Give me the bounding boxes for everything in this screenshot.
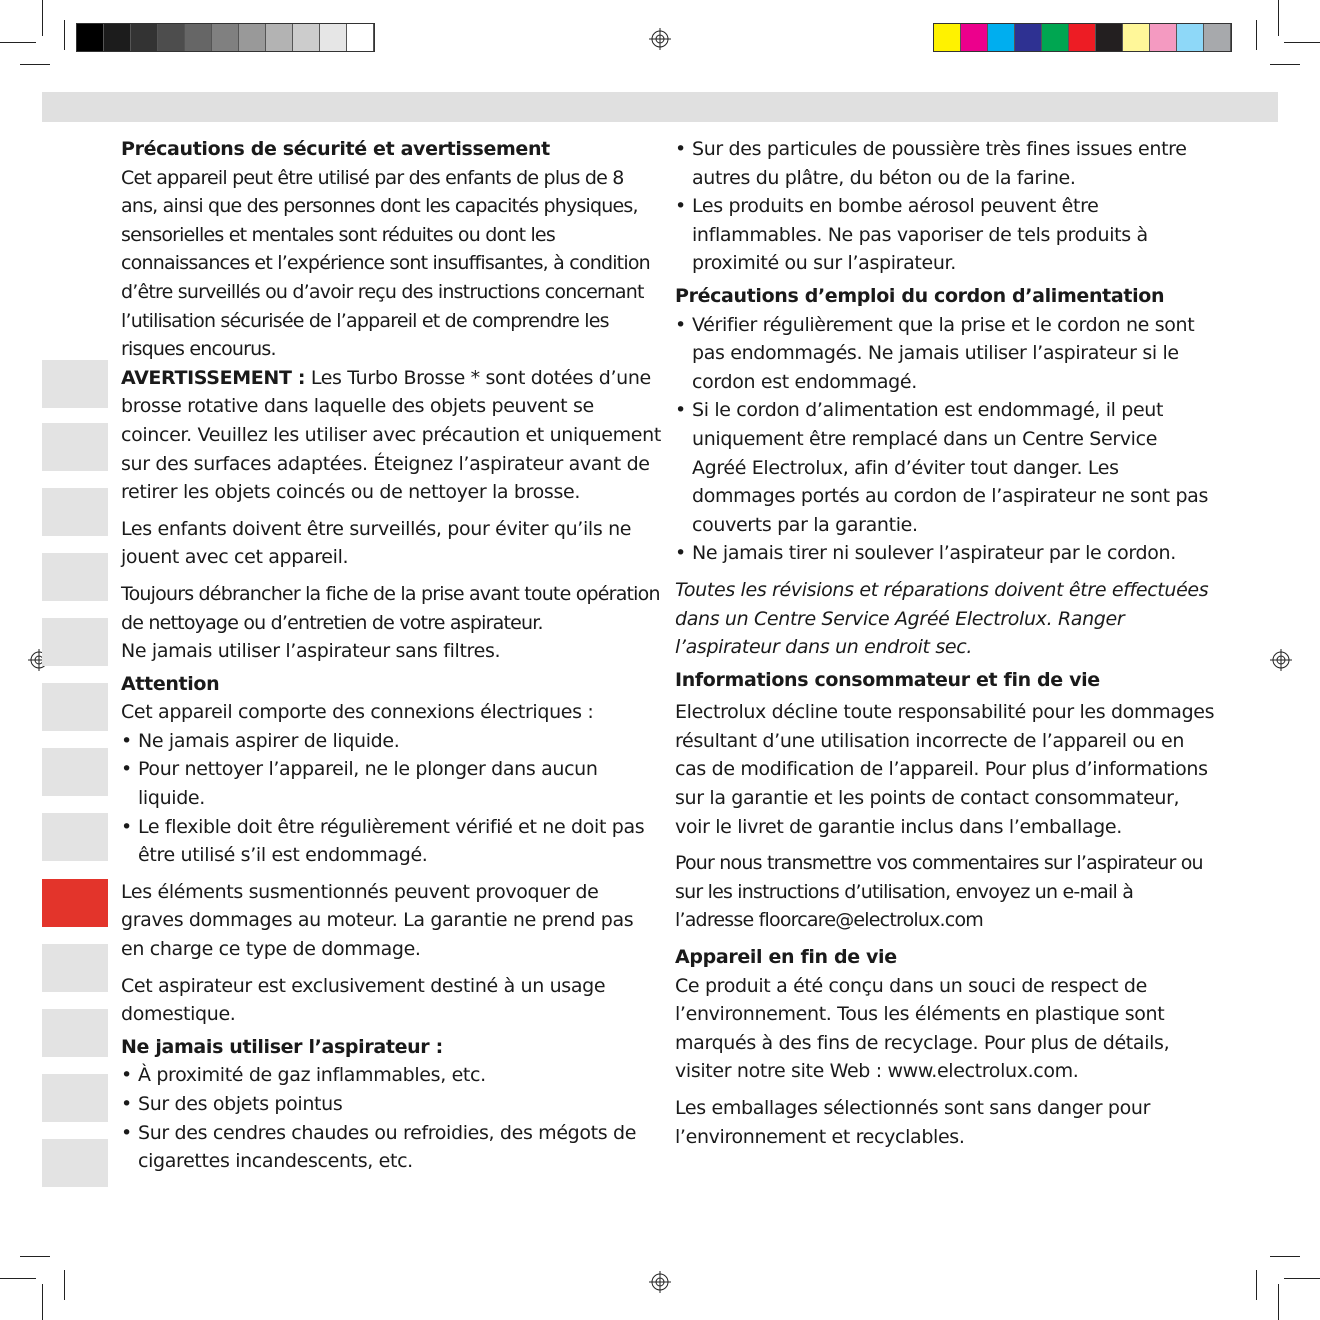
never-list-continued <box>675 135 1215 278</box>
list-item: • Vérifier régulièrement que la prise et le cordon ne sont pas endommagés. Ne jamais utiliser l’aspirateur si le cordon est endommagé. <box>675 311 1215 397</box>
crop-mark <box>1278 1284 1279 1320</box>
color-swatch <box>212 24 239 51</box>
crop-mark <box>42 1284 43 1320</box>
color-swatch <box>185 24 212 51</box>
never-list <box>121 1061 661 1175</box>
list-item: • Pour nettoyer l’appareil, ne le plonger dans aucun liquide. <box>121 755 661 812</box>
registration-mark-icon <box>649 1271 671 1293</box>
language-tab[interactable] <box>42 1074 108 1122</box>
cord-list <box>675 311 1215 568</box>
language-tab[interactable] <box>42 423 108 471</box>
color-swatch <box>293 24 320 51</box>
crop-mark <box>20 64 50 65</box>
crop-mark <box>1284 42 1320 43</box>
attention-list <box>121 727 661 870</box>
process-color-bar <box>933 23 1232 52</box>
list-item: • À proximité de gaz inflammables, etc. <box>121 1061 661 1090</box>
language-tab[interactable] <box>42 488 108 536</box>
cord-heading: Précautions d’emploi du cordon d’alimentation <box>675 284 1165 307</box>
registration-mark-icon <box>649 28 671 50</box>
list-item: • Sur des objets pointus <box>121 1090 661 1119</box>
list-item: • Ne jamais aspirer de liquide. <box>121 727 661 756</box>
safety-heading: Précautions de sécurité et avertissement <box>121 138 550 160</box>
color-swatch <box>1204 24 1231 51</box>
unplug-text: Toujours débrancher la fiche de la prise avant toute opération de nettoyage ou d’entretien de votre aspirateur. <box>121 582 660 634</box>
list-item: • Ne jamais tirer ni soulever l’aspirateur par le cordon. <box>675 539 1215 568</box>
safety-text: Cet appareil peut être utilisé par des enfants de plus de 8 ans, ainsi que des personnes dont les capacités physiques, sensorielles et mentales sont réduites ou dont les connaissances et l’expérience sont insuffisantes, à condition d’être surveillés ou d’avoir reçu des instructions concernant l’utilisation sécurisée de l’appareil et de comprendre les risques encourus. <box>121 166 650 361</box>
color-swatch <box>988 24 1015 51</box>
language-tab[interactable] <box>42 360 108 408</box>
crop-mark <box>64 1270 65 1300</box>
crop-mark <box>1270 1256 1300 1257</box>
color-swatch <box>1069 24 1096 51</box>
crop-mark <box>42 0 43 36</box>
consumer-heading: Informations consommateur et fin de vie <box>675 668 1100 691</box>
packaging-text: Les emballages sélectionnés sont sans danger pour l’environnement et recyclables. <box>675 1097 1151 1148</box>
color-swatch <box>239 24 266 51</box>
color-swatch <box>77 24 104 51</box>
list-item: • Sur des particules de poussière très fines issues entre autres du plâtre, du béton ou de la farine. <box>675 135 1215 192</box>
warning-label: AVERTISSEMENT : <box>121 366 306 389</box>
feedback-text: Pour nous transmettre vos commentaires sur l’aspirateur ou sur les instructions d’utilisation, envoyez un e-mail à l’adresse floorcare@electrolux.com <box>675 852 1203 932</box>
color-swatch <box>934 24 961 51</box>
eol-heading: Appareil en fin de vie <box>675 946 897 969</box>
registration-mark-icon <box>1270 649 1292 671</box>
language-tab[interactable] <box>42 813 108 861</box>
color-swatch <box>1150 24 1177 51</box>
crop-mark <box>20 1256 50 1257</box>
color-swatch <box>1096 24 1123 51</box>
crop-mark <box>1256 20 1257 50</box>
consumer-text: Electrolux décline toute responsabilité pour les dommages résultant d’une utilisation incorrecte de l’appareil ou en cas de modification de l’appareil. Pour plus d’informations sur la garantie et les points de contact consommateur, voir le livret de garantie inclus dans l’emballage. <box>675 701 1215 838</box>
crop-mark <box>1284 1278 1320 1279</box>
right-column <box>675 135 1215 1151</box>
color-swatch <box>266 24 293 51</box>
color-swatch <box>104 24 131 51</box>
left-column <box>121 135 661 1176</box>
list-item: • Le flexible doit être régulièrement vérifié et ne doit pas être utilisé s’il est endommagé. <box>121 813 661 870</box>
color-swatch <box>158 24 185 51</box>
language-tab[interactable] <box>42 748 108 796</box>
never-heading: Ne jamais utiliser l’aspirateur : <box>121 1035 443 1058</box>
list-item: • Sur des cendres chaudes ou refroidies, des mégots de cigarettes incandescents, etc. <box>121 1119 661 1176</box>
language-tab[interactable] <box>42 683 108 731</box>
crop-mark <box>1270 64 1300 65</box>
crop-mark <box>1256 1270 1257 1300</box>
color-swatch <box>347 24 374 51</box>
damage-text: Les éléments susmentionnés peuvent provoquer de graves dommages au moteur. La garantie ne prend pas en charge ce type de dommage. <box>121 880 634 961</box>
grayscale-color-bar <box>76 23 375 52</box>
color-swatch <box>131 24 158 51</box>
language-tab[interactable] <box>42 1009 108 1057</box>
header-bar <box>42 92 1278 122</box>
language-tab[interactable] <box>42 1139 108 1187</box>
list-item: • Si le cordon d’alimentation est endommagé, il peut uniquement être remplacé dans un Centre Service Agréé Electrolux, afin d’éviter tout danger. Les dommages portés au cordon de l’aspirateur ne sont pas couverts par la garantie. <box>675 396 1215 539</box>
attention-heading: Attention <box>121 672 220 695</box>
service-text: Toutes les révisions et réparations doivent être effectuées dans un Centre Service Agréé Electrolux. Ranger l’aspirateur dans un endroit sec. <box>675 578 1209 659</box>
crop-mark <box>0 42 36 43</box>
language-tab[interactable] <box>42 553 108 601</box>
warning-paragraph <box>121 364 661 507</box>
color-swatch <box>1177 24 1204 51</box>
warning-text: Les Turbo Brosse * sont dotées d’une brosse rotative dans laquelle des objets peuvent se coincer. Veuillez les utiliser avec précaution et uniquement sur des surfaces adaptées. Éteignez l’aspirateur avant de retirer les objets coincés ou de nettoyer la brosse. <box>121 366 661 504</box>
language-tab-active[interactable] <box>42 879 108 927</box>
crop-mark <box>64 20 65 50</box>
attention-intro: Cet appareil comporte des connexions électriques : <box>121 701 594 724</box>
color-swatch <box>1015 24 1042 51</box>
language-tab[interactable] <box>42 944 108 992</box>
eol-text: Ce produit a été conçu dans un souci de respect de l’environnement. Tous les éléments en plastique sont marqués à des fins de recyclage. Pour plus de détails, visiter notre site Web : www.electrolux.com. <box>675 974 1170 1083</box>
color-swatch <box>320 24 347 51</box>
color-swatch <box>961 24 988 51</box>
children-text: Les enfants doivent être surveillés, pour éviter qu’ils ne jouent avec cet appareil. <box>121 517 632 569</box>
filters-text: Ne jamais utiliser l’aspirateur sans filtres. <box>121 640 501 663</box>
language-tab[interactable] <box>42 618 108 666</box>
color-swatch <box>1042 24 1069 51</box>
crop-mark <box>0 1278 36 1279</box>
crop-mark <box>1278 0 1279 36</box>
color-swatch <box>1123 24 1150 51</box>
list-item: • Les produits en bombe aérosol peuvent être inflammables. Ne pas vaporiser de tels produits à proximité ou sur l’aspirateur. <box>675 192 1215 278</box>
domestic-text: Cet aspirateur est exclusivement destiné à un usage domestique. <box>121 974 606 1026</box>
